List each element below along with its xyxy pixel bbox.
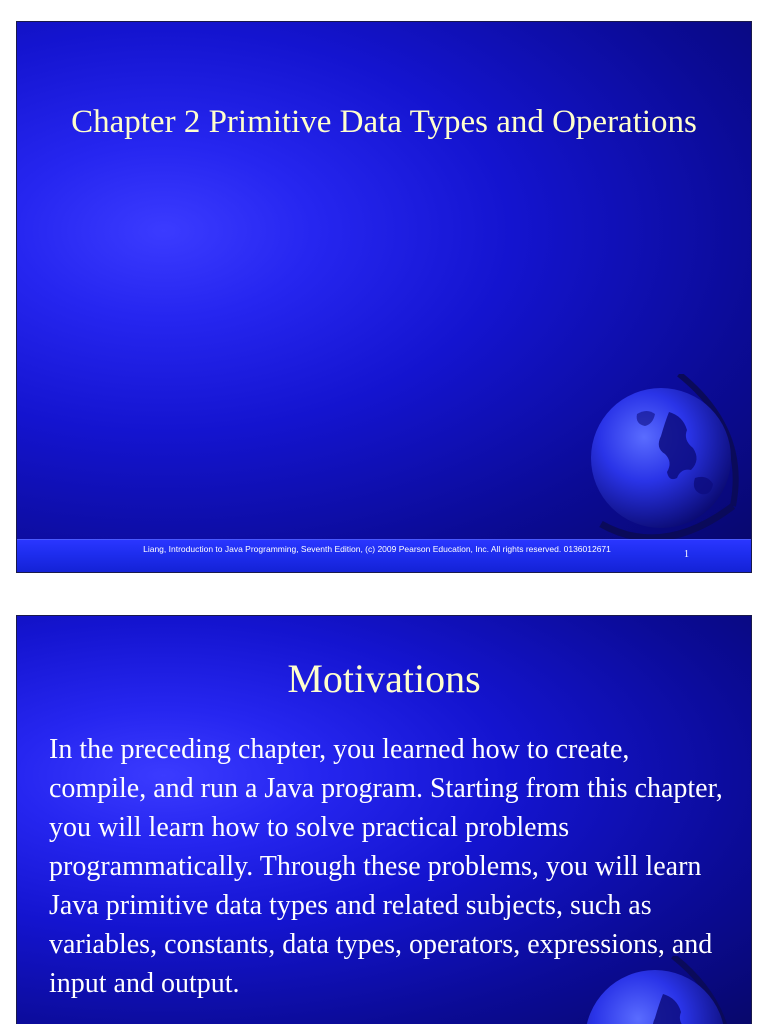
slide-1 xyxy=(17,22,751,572)
slide-2 xyxy=(17,616,751,1024)
globe-icon xyxy=(583,374,743,549)
footer-copyright: Liang, Introduction to Java Programming, Seventh Edition, (c) 2009 Pearson Education, Inc. All rights reserved. 0136012671 xyxy=(143,544,611,554)
slide-title: Motivations xyxy=(287,656,481,701)
slide-footer xyxy=(17,539,751,572)
slide-title: Chapter 2 Primitive Data Types and Operations xyxy=(71,104,697,140)
slide-body-text: In the preceding chapter, you learned how to create, compile, and run a Java program. Starting from this chapter, you will learn how to solve practical problems programmatically. Through these problems, you will learn Java primitive data types and related subjects, such as variables, constants, data types, operators, expressions, and input and output. xyxy=(49,734,723,999)
page-number: 1 xyxy=(684,549,689,560)
